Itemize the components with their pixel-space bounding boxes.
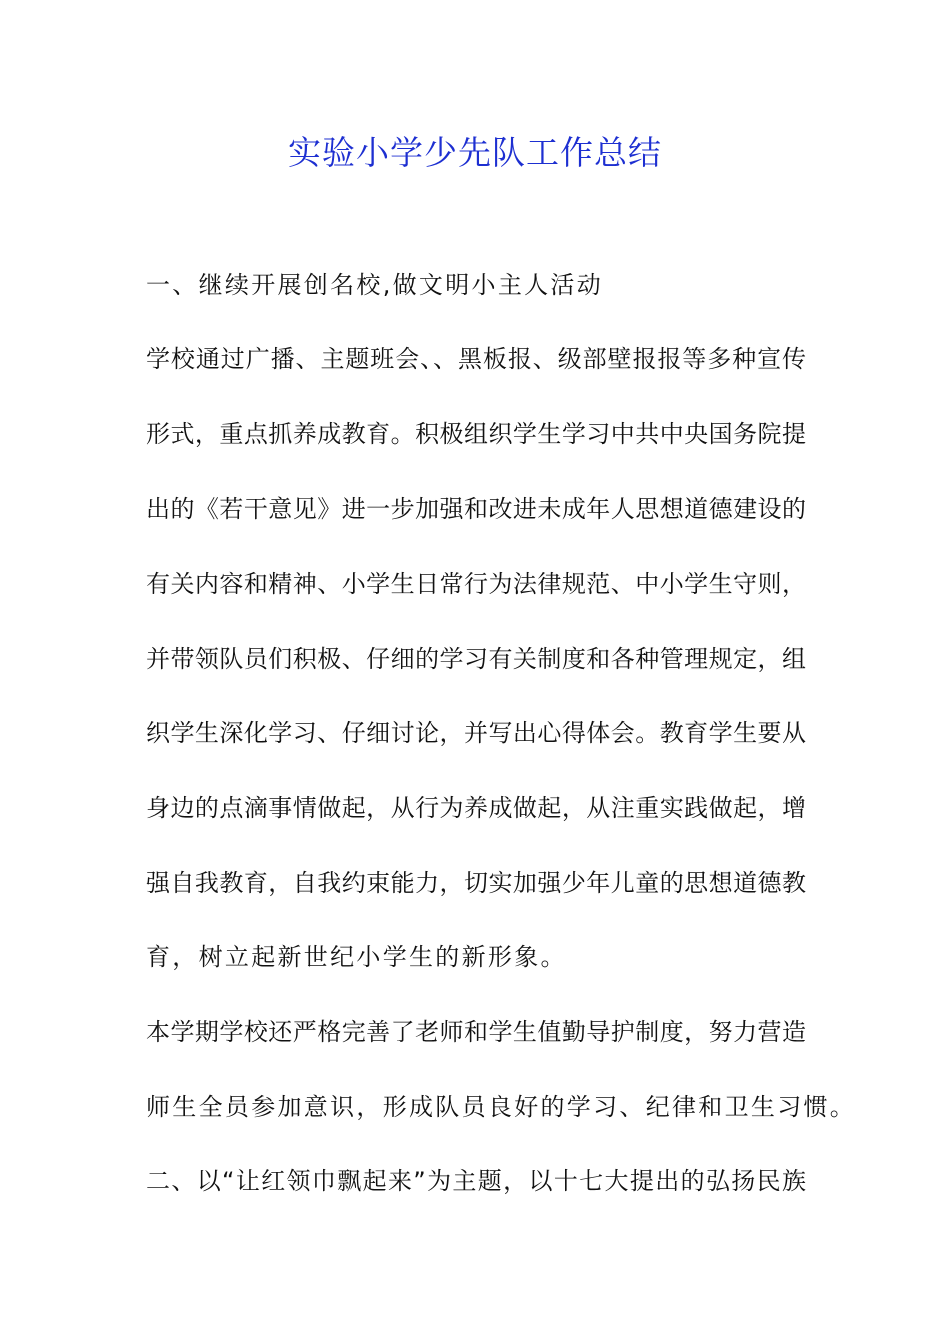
paragraph-line: 强自我教育，自我约束能力，切实加强少年儿童的思想道德教 bbox=[146, 869, 806, 897]
section-heading-1: 一、继续开展创名校,做文明小主人活动 bbox=[146, 271, 604, 299]
paragraph-line: 出的《若干意见》进一步加强和改进未成年人思想道德建设的 bbox=[146, 495, 806, 523]
paragraph-line: 身边的点滴事情做起，从行为养成做起，从注重实践做起，增 bbox=[146, 794, 806, 822]
paragraph-line: 育，树立起新世纪小学生的新形象。 bbox=[146, 943, 567, 971]
paragraph-line: 形式，重点抓养成教育。积极组织学生学习中共中央国务院提 bbox=[146, 420, 806, 448]
paragraph-line: 本学期学校还严格完善了老师和学生值勤导护制度，努力营造 bbox=[146, 1018, 806, 1046]
paragraph-line: 有关内容和精神、小学生日常行为法律规范、中小学生守则， bbox=[146, 570, 806, 598]
paragraph-line: 学校通过广播、主题班会、、黑板报、级部壁报报等多种宣传 bbox=[146, 345, 806, 373]
paragraph-line: 并带领队员们积极、仔细的学习有关制度和各种管理规定，组 bbox=[146, 645, 806, 673]
paragraph-line: 织学生深化学习、仔细讨论，并写出心得体会。教育学生要从 bbox=[146, 719, 806, 747]
page-title: 实验小学少先队工作总结 bbox=[288, 133, 662, 172]
paragraph-line: 师生全员参加意识，形成队员良好的学习、纪律和卫生习惯。 bbox=[146, 1093, 857, 1121]
section-heading-2: 二、以“让红领巾飘起来”为主题，以十七大提出的弘扬民族 bbox=[146, 1167, 806, 1195]
